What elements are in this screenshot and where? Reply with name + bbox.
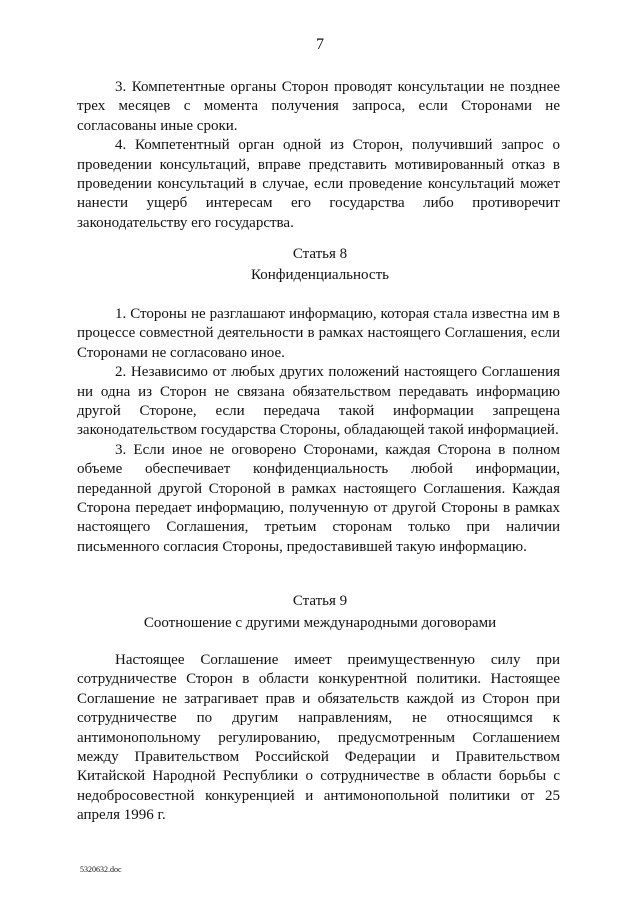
footer-filename: 5320632.doc bbox=[80, 865, 122, 874]
article-9-number: Статья 9 bbox=[292, 593, 348, 609]
article-9-title: Соотношение с другими международными договорами bbox=[143, 615, 497, 631]
consultation-clauses bbox=[77, 78, 560, 233]
article-8-paragraph-2: 2. Независимо от любых других положений настоящего Соглашения ни одна из Сторон не связана обязательством передавать информацию другой Стороне, если передача такой информации запрещена законодательством государства Стороны, обладающей такой информацией. bbox=[77, 364, 560, 439]
paragraph-3: 3. Компетентные органы Сторон проводят консультации не позднее трех месяцев с момента получения запроса, если Сторонами не согласованы иные сроки. bbox=[77, 79, 560, 134]
article-9-body bbox=[77, 651, 560, 826]
article-8-paragraph-3: 3. Если иное не оговорено Сторонами, каждая Сторона в полном объеме обеспечивает конфиденциальность любой информации, переданной другой Стороной в рамках настоящего Соглашения. Каждая Сторона передает информацию, полученную от другой Стороны в рамках настоящего Соглашения, третьим сторонам только при наличии письменного согласия Стороны, предоставившей такую информацию. bbox=[77, 441, 560, 555]
article-8-paragraph-1: 1. Стороны не разглашают информацию, которая стала известна им в процессе совместной деятельности в рамках настоящего Соглашения, если Сторонами не согласовано иное. bbox=[77, 306, 560, 361]
article-8-number: Статья 8 bbox=[292, 246, 348, 262]
paragraph-4: 4. Компетентный орган одной из Сторон, получивший запрос о проведении консультаций, вправе представить мотивированный отказ в проведении консультаций в случае, если проведение консультаций может нанести ущерб интересам его государства либо противоречит законодательству его государства. bbox=[77, 137, 560, 231]
article-8-title: Конфиденциальность bbox=[251, 267, 389, 283]
page-number: 7 bbox=[316, 36, 324, 53]
article-8-body bbox=[77, 305, 560, 557]
article-9-paragraph-1: Настоящее Соглашение имеет преимущественную силу при сотрудничестве Сторон в области конкурентной политики. Настоящее Соглашение не затрагивает прав и обязательств каждой из Сторон при сотрудничестве по другим направлениям, не относящимся к антимонопольному регулированию, предусмотренным Соглашением между Правительством Российской Федерации и Правительством Китайской Народной Республики о сотрудничестве в области борьбы с недобросовестной конкуренцией и антимонопольной политики от 25 апреля 1996 г. bbox=[77, 652, 560, 824]
